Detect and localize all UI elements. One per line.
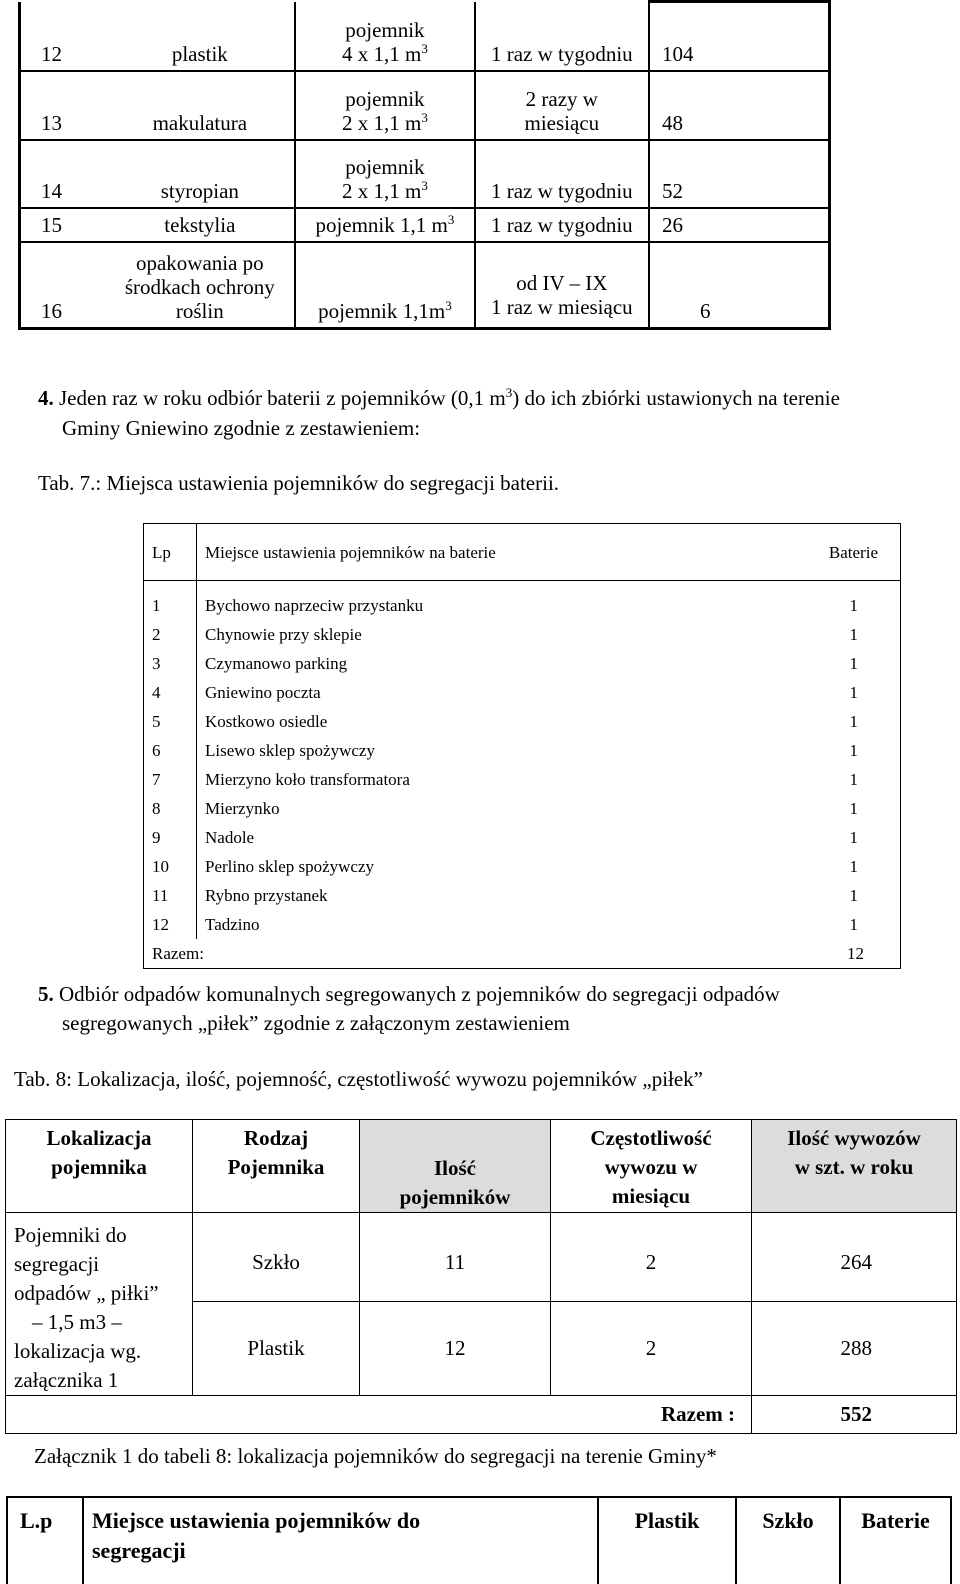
pickups-per-year: 264 <box>752 1213 957 1302</box>
location-line: Pojemniki do <box>14 1223 127 1247</box>
table-row <box>20 71 830 140</box>
row-batteries: 1 <box>849 683 858 702</box>
row-batteries: 1 <box>849 741 858 760</box>
section-5-paragraph-line2: segregowanych „piłek” zgodnie z załączonym zestawieniem <box>62 1011 570 1035</box>
row-number: 15 <box>20 208 106 242</box>
frequency-line1: od IV – IX <box>516 271 608 295</box>
total-label: Razem: <box>152 944 204 963</box>
row-batteries: 1 <box>849 799 858 818</box>
header-location: Miejsce ustawienia pojemników na baterie <box>197 524 791 581</box>
waste-type: makulatura <box>105 71 295 140</box>
battery-table <box>143 523 901 969</box>
header-frequency <box>551 1120 752 1213</box>
waste-type: plastik <box>171 41 228 66</box>
total-label: Razem : <box>551 1396 752 1434</box>
row-location: Tadzino <box>205 915 260 934</box>
waste-type: styropian <box>105 140 295 208</box>
table-row <box>144 581 901 621</box>
table-row <box>20 242 830 329</box>
row-location: Czymanowo parking <box>205 654 348 673</box>
header-glass: Szkło <box>736 1497 840 1584</box>
waste-type-line1: opakowania po <box>135 251 264 275</box>
container-cell <box>295 242 474 329</box>
header-location <box>83 1497 598 1584</box>
table-8-caption: Tab. 8: Lokalizacja, ilość, pojemność, częstotliwość wywozu pojemników „piłek” <box>14 1067 704 1091</box>
unit-exponent: 3 <box>421 40 428 56</box>
row-location: Kostkowo osiedle <box>205 712 328 731</box>
table-row <box>20 208 830 242</box>
location-line: segregacji <box>14 1252 100 1276</box>
row-batteries: 1 <box>849 770 858 789</box>
row-location: Chynowie przy sklepie <box>205 625 362 644</box>
table-row <box>20 2 830 71</box>
table-7-caption: Tab. 7.: Miejsca ustawienia pojemników do segregacji baterii. <box>38 471 560 495</box>
row-lp: 12 <box>144 910 197 939</box>
pilki-table <box>5 1119 957 1434</box>
table-row <box>144 823 901 852</box>
header-line: Ilość <box>434 1156 476 1180</box>
waste-type-line2: środkach ochrony <box>124 275 275 299</box>
row-location: Lisewo sklep spożywczy <box>205 741 375 760</box>
row-lp: 4 <box>144 678 197 707</box>
table-header-row <box>7 1497 951 1584</box>
row-lp: 11 <box>144 881 197 910</box>
total-value: 552 <box>752 1396 957 1434</box>
section-text-cont: ) do ich zbiórki ustawionych na terenie <box>512 386 840 410</box>
section-4-paragraph <box>38 384 960 412</box>
total-row <box>144 939 901 969</box>
row-lp: 6 <box>144 736 197 765</box>
header-lp: L.p <box>7 1497 83 1584</box>
header-line: Lokalizacja <box>46 1126 152 1150</box>
row-location: Bychowo naprzeciw przystanku <box>205 596 424 615</box>
frequency: 1 raz w tygodniu <box>490 41 633 66</box>
header-batteries: Baterie <box>840 1497 951 1584</box>
total-spacer <box>6 1396 551 1434</box>
row-batteries: 1 <box>849 625 858 644</box>
table-row <box>144 736 901 765</box>
row-lp: 9 <box>144 823 197 852</box>
section-number: 5. <box>38 982 54 1006</box>
waste-type-cell <box>105 242 295 329</box>
row-location: Gniewino poczta <box>205 683 321 702</box>
container-count: 12 <box>360 1302 551 1396</box>
waste-schedule-table <box>18 0 831 330</box>
row-batteries: 1 <box>849 596 858 615</box>
row-lp: 2 <box>144 620 197 649</box>
row-lp: 8 <box>144 794 197 823</box>
table-header-row <box>144 524 901 581</box>
unit-exponent: 3 <box>421 177 428 193</box>
header-lp: Lp <box>144 524 197 581</box>
unit-exponent: 3 <box>445 298 452 313</box>
table-row <box>20 140 830 208</box>
pickups-count: 26 <box>649 208 829 242</box>
container-line2: pojemnik 1,1 m <box>315 212 448 237</box>
container-count: 11 <box>360 1213 551 1302</box>
row-location: Mierzynko <box>205 799 280 818</box>
container-line2: 2 x 1,1 m <box>341 178 422 203</box>
location-cell <box>6 1213 193 1396</box>
pickups-per-year: 288 <box>752 1302 957 1396</box>
container-line2: 4 x 1,1 m <box>341 41 422 66</box>
row-location: Nadole <box>205 828 255 847</box>
location-line: lokalizacja wg. <box>14 1339 142 1363</box>
location-line: – 1,5 m3 – <box>32 1310 122 1334</box>
total-value: 12 <box>847 944 864 963</box>
row-location: Perlino sklep spożywczy <box>205 857 375 876</box>
container-cell <box>295 71 474 140</box>
frequency-cell <box>475 71 649 140</box>
frequency-line2: 1 raz w miesiącu <box>490 295 633 319</box>
frequency-line2: miesiącu <box>524 110 600 135</box>
row-number: 12 <box>20 2 106 71</box>
row-lp: 3 <box>144 649 197 678</box>
row-location: Rybno przystanek <box>205 886 328 905</box>
location-line: załącznika 1 <box>14 1368 119 1392</box>
row-lp: 10 <box>144 852 197 881</box>
row-number: 13 <box>20 71 106 140</box>
section-text: Jeden raz w roku odbiór baterii z pojemników (0,1 m <box>53 386 506 410</box>
header-line: w szt. w roku <box>794 1155 914 1179</box>
container-cell <box>295 2 474 71</box>
header-line: Miejsce ustawienia pojemników do <box>92 1508 421 1533</box>
frequency: 1 raz w tygodniu <box>475 208 649 242</box>
header-line: Ilość wywozów <box>787 1126 921 1150</box>
pickups-count: 48 <box>649 71 829 140</box>
appendix-table <box>6 1496 952 1584</box>
table-row <box>144 765 901 794</box>
container-cell <box>295 208 474 242</box>
table-row <box>144 678 901 707</box>
pickups-count: 6 <box>649 242 829 329</box>
container-line1: pojemnik <box>345 17 425 42</box>
row-batteries: 1 <box>849 654 858 673</box>
container-cell <box>295 140 474 208</box>
row-batteries: 1 <box>849 915 858 934</box>
container-type: Plastik <box>193 1302 360 1396</box>
table-row <box>144 620 901 649</box>
frequency-line1: 2 razy w <box>525 86 598 111</box>
container-line1: pojemnik <box>345 86 425 111</box>
header-line: miesiącu <box>611 1184 691 1208</box>
container-line2: pojemnik 1,1m <box>318 299 446 323</box>
header-container-count <box>360 1120 551 1213</box>
waste-type-line3: roślin <box>175 299 224 323</box>
frequency: 2 <box>551 1213 752 1302</box>
pickups-count: 52 <box>649 140 829 208</box>
section-5-paragraph <box>38 980 960 1008</box>
header-line: segregacji <box>92 1538 186 1563</box>
container-line2: 2 x 1,1 m <box>341 110 422 135</box>
header-plastic: Plastik <box>598 1497 736 1584</box>
row-number: 16 <box>20 242 106 329</box>
unit-exponent: 3 <box>447 211 455 227</box>
frequency-cell <box>475 242 649 329</box>
header-pickups-per-year <box>752 1120 957 1213</box>
table-row <box>6 1213 957 1302</box>
row-batteries: 1 <box>849 828 858 847</box>
row-batteries: 1 <box>849 857 858 876</box>
header-location <box>6 1120 193 1213</box>
header-line: Pojemnika <box>227 1155 325 1179</box>
header-line: pojemników <box>399 1185 511 1209</box>
unit-exponent: 3 <box>421 109 428 125</box>
header-container-type <box>193 1120 360 1213</box>
table-row <box>144 649 901 678</box>
table-row <box>144 794 901 823</box>
row-batteries: 1 <box>849 712 858 731</box>
row-number: 14 <box>20 140 106 208</box>
total-row <box>6 1396 957 1434</box>
table-row <box>144 707 901 736</box>
header-line: Rodzaj <box>243 1126 309 1150</box>
table-header-row <box>6 1120 957 1213</box>
section-number: 4. <box>38 386 54 410</box>
waste-type: tekstylia <box>105 208 295 242</box>
table-row <box>144 910 901 939</box>
pickups-count: 104 <box>649 2 829 71</box>
container-type: Szkło <box>193 1213 360 1302</box>
header-line: Częstotliwość <box>590 1126 712 1150</box>
row-lp: 7 <box>144 765 197 794</box>
table-row <box>144 852 901 881</box>
frequency: 1 raz w tygodniu <box>475 140 649 208</box>
frequency: 2 <box>551 1302 752 1396</box>
section-text: Odbiór odpadów komunalnych segregowanych z pojemników do segregacji odpadów <box>53 982 780 1006</box>
appendix-caption: Załącznik 1 do tabeli 8: lokalizacja pojemników do segregacji na terenie Gminy* <box>34 1444 717 1468</box>
header-batteries: Baterie <box>790 524 901 581</box>
header-line: pojemnika <box>51 1155 147 1179</box>
row-batteries: 1 <box>849 886 858 905</box>
header-line: wywozu w <box>604 1155 698 1179</box>
unit-exponent: 3 <box>505 385 513 400</box>
row-lp: 1 <box>144 581 197 621</box>
row-location: Mierzyno koło transformatora <box>205 770 410 789</box>
section-4-paragraph-line2: Gminy Gniewino zgodnie z zestawieniem: <box>62 416 421 440</box>
table-row <box>144 881 901 910</box>
location-line: odpadów „ piłki” <box>14 1281 159 1305</box>
row-lp: 5 <box>144 707 197 736</box>
container-line1: pojemnik <box>345 154 425 179</box>
